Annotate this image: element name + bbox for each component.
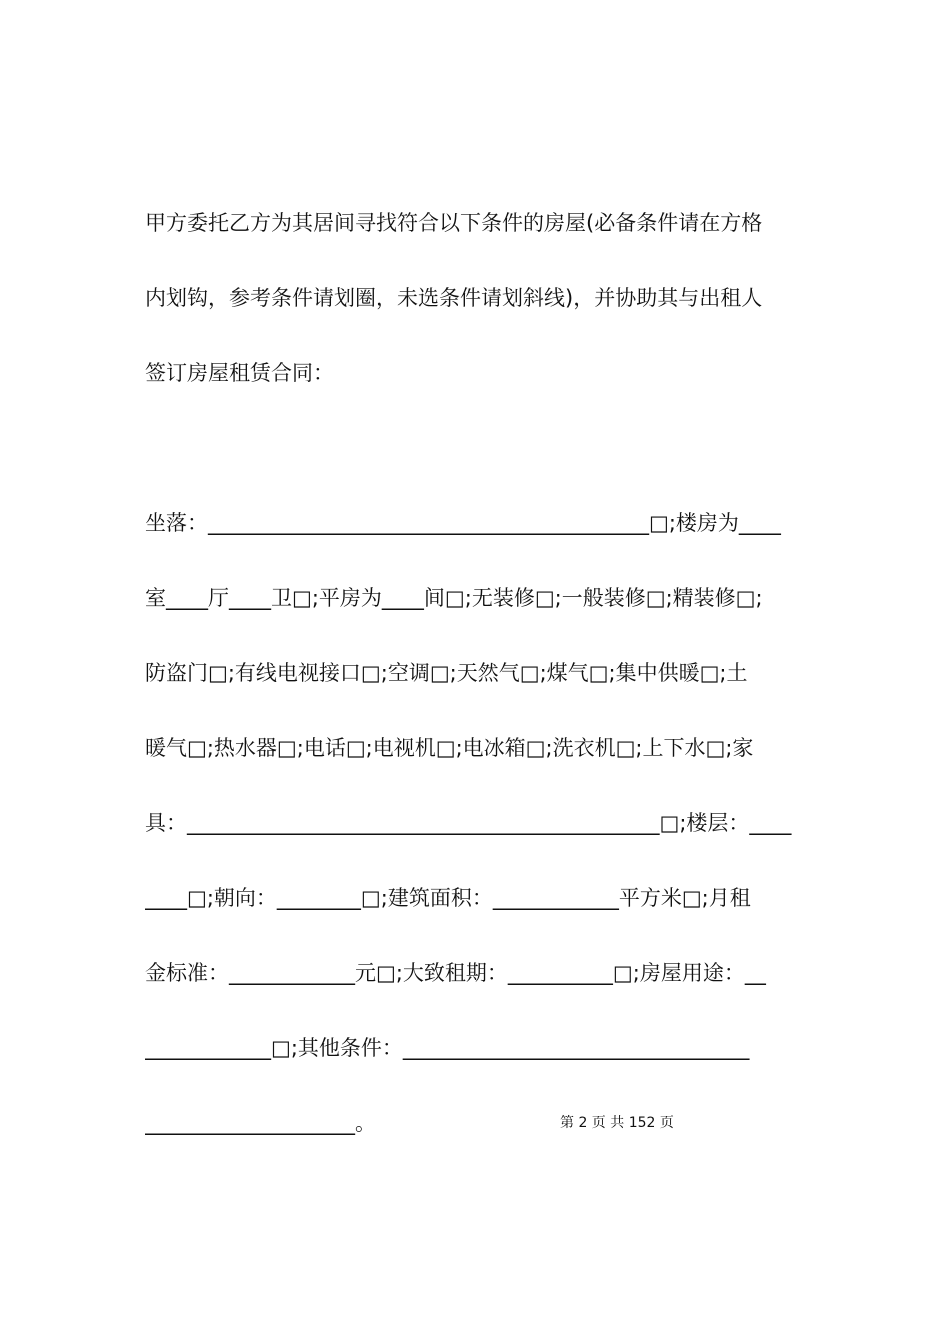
intro-line-1: 甲方委托乙方为其居间寻找符合以下条件的房屋(必备条件请在方格 <box>145 211 763 235</box>
condition-line-4: 暖气□;热水器□;电话□;电视机□;电冰箱□;洗衣机□;上下水□;家 <box>145 736 754 760</box>
condition-line-8: ____________□;其他条件：_________________________________ <box>145 1036 750 1060</box>
intro-line-3: 签订房屋租赁合同： <box>145 361 334 385</box>
condition-line-5: 具：_____________________________________________□;楼层：____ <box>145 811 792 835</box>
condition-line-3: 防盗门□;有线电视接口□;空调□;天然气□;煤气□;集中供暖□;土 <box>145 661 748 685</box>
intro-line-2: 内划钩，参考条件请划圈，未选条件请划斜线)，并协助其与出租人 <box>145 286 763 310</box>
condition-line-1: 坐落：__________________________________________□;楼房为____ <box>145 511 781 535</box>
page-number: 第 2 页 共 152 页 <box>560 1115 674 1131</box>
condition-line-6: ____□;朝向：________□;建筑面积：____________平方米□;月租 <box>145 886 751 910</box>
condition-line-9: ____________________。 <box>145 1111 376 1135</box>
condition-line-7: 金标准：____________元□;大致租期：__________□;房屋用途：__ <box>145 961 766 985</box>
condition-line-2: 室____厅____卫□;平房为____间□;无装修□;一般装修□;精装修□; <box>145 586 763 610</box>
